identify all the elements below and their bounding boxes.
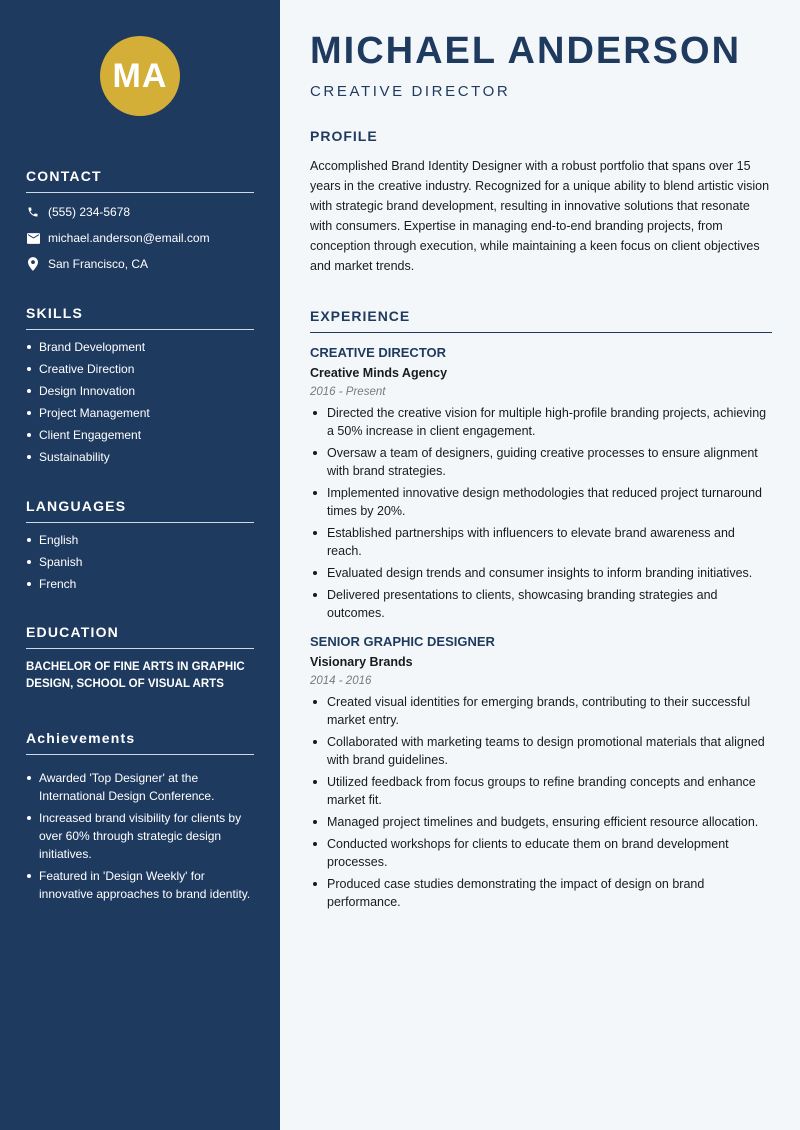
list-item: Utilized feedback from focus groups to refine branding concepts and enhance market fit. bbox=[310, 773, 772, 809]
email-text: michael.anderson@email.com bbox=[48, 231, 210, 245]
list-item: French bbox=[26, 575, 254, 593]
mail-icon bbox=[26, 231, 40, 245]
list-item: Established partnerships with influencers to elevate brand awareness and reach. bbox=[310, 524, 772, 560]
list-item: Brand Development bbox=[26, 338, 254, 356]
list-item: Conducted workshops for clients to educate them on brand development processes. bbox=[310, 835, 772, 871]
job-bullets bbox=[310, 693, 772, 911]
list-item: Spanish bbox=[26, 553, 254, 571]
profile-text: Accomplished Brand Identity Designer with a robust portfolio that spans over 15 years in the creative industry. Recognized for a unique ability to blend artistic vision with strategic brand development, resulting in innovative solutions that resonate with consumers. Expertise in managing end-to-end branding projects, from conception through execution, while maintaining a keen focus on client objectives and market trends. bbox=[310, 159, 770, 273]
job-dates: 2014 - 2016 bbox=[310, 675, 372, 687]
experience-section bbox=[310, 308, 772, 915]
list-item: Produced case studies demonstrating the impact of design on brand performance. bbox=[310, 875, 772, 911]
company-name: Visionary Brands bbox=[310, 655, 413, 669]
job-role: CREATIVE DIRECTOR bbox=[310, 83, 511, 100]
list-item: Created visual identities for emerging brands, contributing to their successful market entry. bbox=[310, 693, 772, 729]
job-title: SENIOR GRAPHIC DESIGNER bbox=[310, 634, 495, 649]
skills-section bbox=[26, 305, 254, 470]
job-entry bbox=[310, 634, 772, 911]
achievements-list bbox=[26, 769, 254, 903]
avatar: MA bbox=[100, 36, 180, 116]
list-item: Evaluated design trends and consumer insights to inform branding initiatives. bbox=[310, 564, 772, 582]
profile-heading: PROFILE bbox=[310, 128, 378, 144]
list-item: Directed the creative vision for multiple high-profile branding projects, achieving a 50% increase in client engagement. bbox=[310, 404, 772, 440]
languages-list bbox=[26, 531, 254, 593]
education-section bbox=[26, 624, 254, 693]
list-item: Implemented innovative design methodologies that reduced project turnaround times by 20%. bbox=[310, 484, 772, 520]
skills-heading: SKILLS bbox=[26, 305, 254, 330]
location-pin-icon bbox=[26, 257, 40, 271]
list-item: Featured in 'Design Weekly' for innovative approaches to brand identity. bbox=[26, 867, 254, 903]
location-text: San Francisco, CA bbox=[48, 257, 149, 271]
list-item: Delivered presentations to clients, showcasing branding strategies and outcomes. bbox=[310, 586, 772, 622]
list-item: Project Management bbox=[26, 404, 254, 422]
list-item: Creative Direction bbox=[26, 360, 254, 378]
job-entry bbox=[310, 345, 772, 622]
job-title: CREATIVE DIRECTOR bbox=[310, 345, 447, 360]
list-item: Client Engagement bbox=[26, 426, 254, 444]
company-name: Creative Minds Agency bbox=[310, 366, 448, 380]
achievements-section bbox=[26, 730, 254, 907]
page-title: MICHAEL ANDERSON bbox=[310, 30, 742, 72]
profile-section bbox=[310, 128, 772, 276]
contact-phone bbox=[26, 205, 254, 219]
contact-email bbox=[26, 231, 254, 245]
experience-heading: EXPERIENCE bbox=[310, 308, 772, 333]
skills-list bbox=[26, 338, 254, 466]
job-dates: 2016 - Present bbox=[310, 386, 386, 398]
list-item: English bbox=[26, 531, 254, 549]
languages-heading: LANGUAGES bbox=[26, 498, 254, 523]
list-item: Awarded 'Top Designer' at the International Design Conference. bbox=[26, 769, 254, 805]
list-item: Increased brand visibility for clients by over 60% through strategic design initiatives. bbox=[26, 809, 254, 863]
list-item: Managed project timelines and budgets, ensuring efficient resource allocation. bbox=[310, 813, 772, 831]
education-heading: EDUCATION bbox=[26, 624, 254, 649]
sidebar bbox=[0, 0, 280, 1130]
contact-section bbox=[26, 168, 254, 271]
contact-location bbox=[26, 257, 254, 271]
languages-section bbox=[26, 498, 254, 597]
list-item: Sustainability bbox=[26, 448, 254, 466]
contact-heading: CONTACT bbox=[26, 168, 254, 193]
education-degree: BACHELOR OF FINE ARTS IN GRAPHIC DESIGN, SCHOOL OF VISUAL ARTS bbox=[26, 661, 245, 690]
phone-text: (555) 234-5678 bbox=[48, 205, 131, 219]
phone-icon bbox=[26, 205, 40, 219]
list-item: Collaborated with marketing teams to design promotional materials that aligned with brand guidelines. bbox=[310, 733, 772, 769]
job-bullets bbox=[310, 404, 772, 622]
achievements-heading: Achievements bbox=[26, 730, 254, 755]
list-item: Oversaw a team of designers, guiding creative processes to ensure alignment with brand strategies. bbox=[310, 444, 772, 480]
list-item: Design Innovation bbox=[26, 382, 254, 400]
